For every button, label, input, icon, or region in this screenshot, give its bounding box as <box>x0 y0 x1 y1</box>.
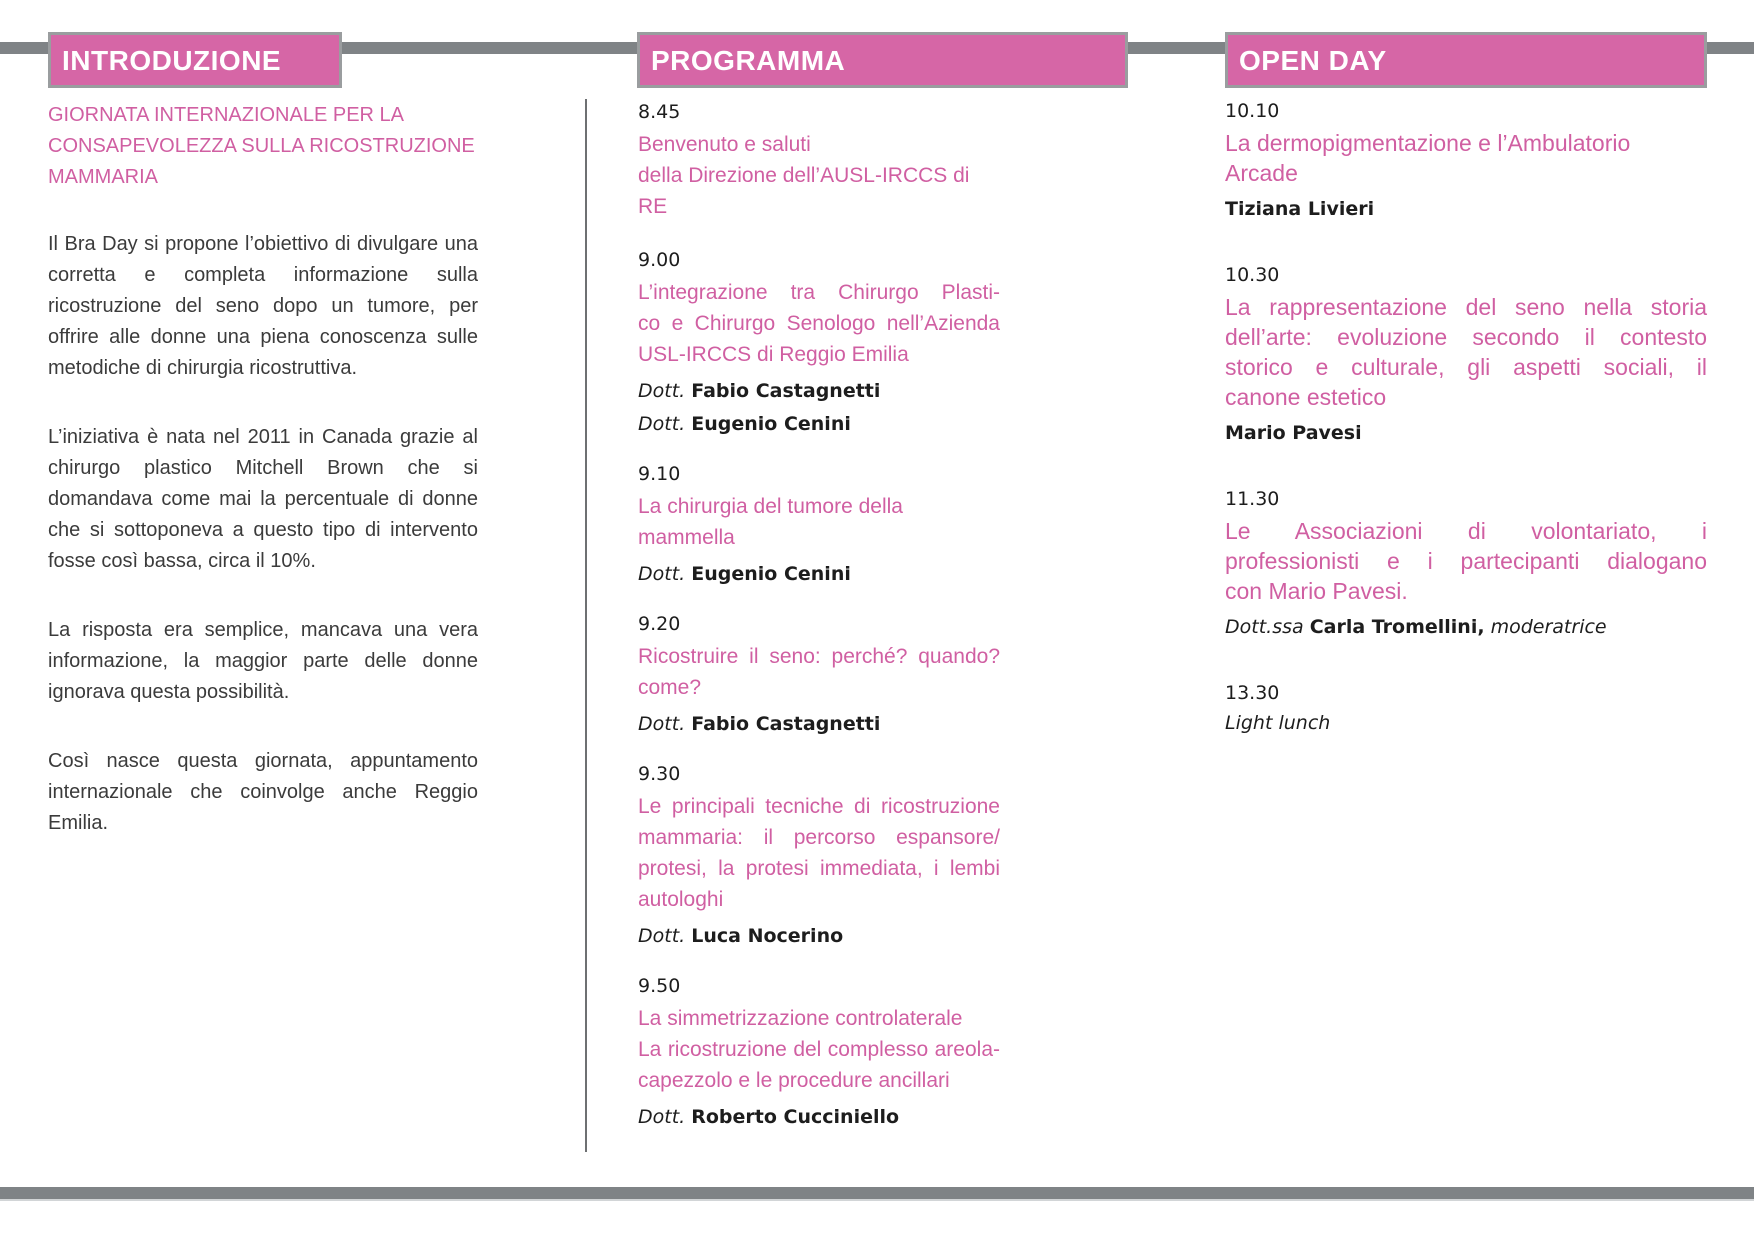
speaker-name: Fabio Castagnetti <box>691 380 881 402</box>
session-title <box>638 491 1000 553</box>
open-day-column <box>1225 99 1707 735</box>
intro-paragraph: Il Bra Day si propone l’obiettivo di divulgare una corretta e completa informazione sulla ricostruzione del seno dopo un tumore, per offrire alle donne una piena conoscenza sulle metodiche di chirurgia ricostruttiva. <box>48 233 478 379</box>
session-time: 10.10 <box>1225 100 1280 122</box>
session-title <box>1225 292 1707 412</box>
session-title-line: La dermopigmentazione e l’Ambulatorio <box>1225 130 1631 156</box>
intro-paragraphs <box>48 229 478 839</box>
session-title-line: Arcade <box>1225 160 1298 186</box>
speaker-prefix: Dott. <box>638 563 686 585</box>
speaker-line <box>638 712 1000 736</box>
intro-paragraph: Così nasce questa giornata, appuntamento internazionale che coinvolge anche Reggio Emilia. <box>48 750 478 834</box>
session-title-line: mammaria: il percorso espansore/ <box>638 826 1000 849</box>
speaker-prefix: Dott. <box>638 713 686 735</box>
session-block <box>638 762 1000 948</box>
session-title-line: protesi, la protesi immediata, i lembi <box>638 857 1000 880</box>
section-header-programma-label: PROGRAMMA <box>651 45 846 76</box>
session-title-line: professionisti e i partecipanti dialogano <box>1225 548 1707 574</box>
session-block <box>638 974 1000 1129</box>
session-title-line: Benvenuto e saluti <box>638 133 811 156</box>
session-title <box>1225 516 1707 606</box>
intro-subtitle-line: GIORNATA INTERNAZIONALE PER LA <box>48 104 404 126</box>
session-block <box>1225 487 1707 639</box>
introduction-column <box>48 100 478 839</box>
session-title-line: canone estetico <box>1225 384 1387 410</box>
speaker-line <box>638 924 1000 948</box>
session-note: Light lunch <box>1225 712 1331 734</box>
programma-column <box>638 100 1000 1129</box>
speaker-line <box>1225 197 1707 221</box>
session-title-line: La rappresentazione del seno nella storia <box>1225 294 1707 320</box>
session-title-line: USL-IRCCS di Reggio Emilia <box>638 343 909 366</box>
speaker-line <box>1225 421 1707 445</box>
session-block <box>638 248 1000 436</box>
session-title-line: Le Associazioni di volontariato, i <box>1225 518 1707 544</box>
intro-paragraph: L’iniziativa è nata nel 2011 in Canada grazie al chirurgo plastico Mitchell Brown che si domandava come mai la percentuale di donne che si sottoponeva a questo tipo di intervento fosse così bassa, circa il 10%. <box>48 426 478 572</box>
session-title-line: La simmetrizzazione controlaterale <box>638 1007 963 1030</box>
session-time: 13.30 <box>1225 682 1280 704</box>
session-title-line: L’integrazione tra Chirurgo Plasti- <box>638 281 1000 304</box>
bottom-divider-bar <box>0 1187 1754 1201</box>
speaker-name: Carla Tromellini, <box>1309 616 1485 638</box>
speaker-suffix: moderatrice <box>1490 616 1607 638</box>
session-time: 8.45 <box>638 101 681 123</box>
speaker-prefix: Dott. <box>638 413 686 435</box>
session-title-line: storico e culturale, gli aspetti sociali, il <box>1225 354 1707 380</box>
session-block <box>1225 681 1707 735</box>
session-block <box>638 612 1000 736</box>
speaker-line <box>638 412 1000 436</box>
speaker-line <box>638 379 1000 403</box>
section-header-introduzione <box>48 32 342 88</box>
session-time: 9.50 <box>638 975 681 997</box>
speaker-prefix: Dott. <box>638 1106 686 1128</box>
column-divider-line <box>585 99 587 1152</box>
session-title-line: della Direzione dell’AUSL-IRCCS di RE <box>638 164 970 218</box>
intro-subtitle-line: CONSAPEVOLEZZA SULLA RICOSTRUZIONE <box>48 135 475 157</box>
session-title-line: autologhi <box>638 888 724 911</box>
section-header-open-day <box>1225 32 1707 88</box>
session-time: 9.20 <box>638 613 681 635</box>
section-header-introduzione-label: INTRODUZIONE <box>62 45 282 76</box>
speaker-name: Fabio Castagnetti <box>691 713 881 735</box>
session-title <box>638 1003 1000 1096</box>
speaker-name: Tiziana Livieri <box>1225 198 1375 220</box>
speaker-prefix: Dott.ssa <box>1225 616 1304 638</box>
session-title-line: Le principali tecniche di ricostruzione <box>638 795 1000 818</box>
speaker-name: Luca Nocerino <box>691 925 844 947</box>
speaker-name: Eugenio Cenini <box>691 413 851 435</box>
session-title-line: La ricostruzione del complesso areola- <box>638 1038 1000 1061</box>
speaker-prefix: Dott. <box>638 380 686 402</box>
session-time: 11.30 <box>1225 488 1280 510</box>
session-time: 9.00 <box>638 249 681 271</box>
session-block <box>1225 99 1707 221</box>
speaker-name: Mario Pavesi <box>1225 422 1362 444</box>
session-title-line: come? <box>638 676 702 699</box>
session-title-line: dell’arte: evoluzione secondo il contesto <box>1225 324 1707 350</box>
session-block <box>1225 263 1707 445</box>
session-title-line: Ricostruire il seno: perché? quando? <box>638 645 1000 668</box>
intro-paragraph: La risposta era semplice, mancava una vera informazione, la maggior parte delle donne ignorava questa possibilità. <box>48 619 478 703</box>
session-title <box>638 277 1000 370</box>
session-time: 9.10 <box>638 463 681 485</box>
session-title <box>638 791 1000 915</box>
session-time: 10.30 <box>1225 264 1280 286</box>
session-title-line: co e Chirurgo Senologo nell’Azienda <box>638 312 1000 335</box>
session-time: 9.30 <box>638 763 681 785</box>
speaker-line <box>1225 615 1707 639</box>
speaker-name: Eugenio Cenini <box>691 563 851 585</box>
speaker-line <box>638 1105 1000 1129</box>
session-title <box>638 129 1000 222</box>
session-block <box>638 100 1000 222</box>
speaker-prefix: Dott. <box>638 925 686 947</box>
intro-subtitle <box>48 100 478 193</box>
session-block <box>638 462 1000 586</box>
speaker-line <box>638 562 1000 586</box>
section-header-programma <box>637 32 1128 88</box>
session-title-line: La chirurgia del tumore della mammella <box>638 495 903 549</box>
section-header-open-day-label: OPEN DAY <box>1239 45 1387 76</box>
session-title <box>1225 128 1707 188</box>
session-title <box>638 641 1000 703</box>
speaker-name: Roberto Cucciniello <box>691 1106 900 1128</box>
session-title-line: con Mario Pavesi. <box>1225 578 1408 604</box>
session-title-line: capezzolo e le procedure ancillari <box>638 1069 950 1092</box>
intro-subtitle-line: MAMMARIA <box>48 166 158 188</box>
